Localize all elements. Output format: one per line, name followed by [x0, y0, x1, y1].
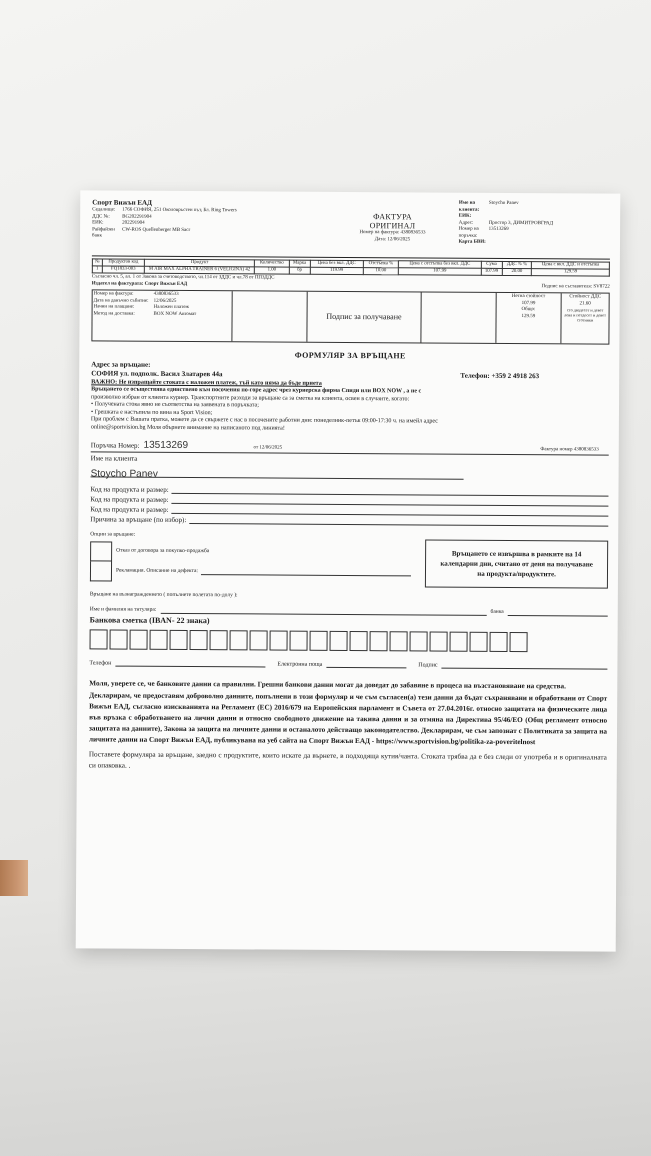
footer-val-3: Наложен платеж	[153, 304, 190, 311]
iban-box[interactable]	[190, 630, 208, 650]
option-complaint-label: Рекламация. Описание на дефекта:	[115, 567, 198, 575]
iban-box[interactable]	[370, 631, 388, 651]
product-code-label-3: Код на продукта и размер:	[90, 505, 169, 514]
client-name-field[interactable]	[91, 463, 464, 479]
iban-box[interactable]	[270, 630, 288, 650]
product-code-label-1: Код на продукта и размер:	[90, 485, 169, 494]
cell-no: 1	[92, 266, 102, 273]
iban-box[interactable]	[350, 631, 368, 651]
info-bullet-2: • Грешката е настъпила по вина на Sport Vision;	[90, 408, 213, 416]
order-date: от 12/06/2025	[253, 444, 283, 451]
bank-field[interactable]	[508, 608, 608, 616]
iban-box[interactable]	[250, 630, 268, 650]
iban-box[interactable]	[330, 630, 348, 650]
cell-price: 119.99	[310, 267, 363, 274]
address-label: Адрес:	[458, 220, 474, 226]
invoice-header	[92, 198, 610, 259]
col-discount: Отстъпка %	[363, 261, 398, 268]
option-complaint-checkbox[interactable]	[90, 561, 112, 581]
info-line-3: При проблем с Вашата пратка, можете да се свържете с нас в посочените работни дни: понеделник-петък 09:00-17:30 ч. на имейл адрес	[90, 416, 438, 425]
cell-product: M AIR MAX ALPHA TRAINER 6 (VELIGINA) 42	[145, 266, 255, 274]
invoice-subtitle: ОРИГИНАЛ	[369, 221, 416, 231]
client-name-label: Име на клиента	[90, 454, 138, 463]
iban-box[interactable]	[430, 631, 448, 651]
order-label: Номер на поръчка:	[458, 226, 479, 239]
cell-qty: 1.00	[255, 267, 290, 274]
iban-box[interactable]	[210, 630, 228, 650]
invoice-footer	[91, 289, 609, 344]
return-form-sheet	[76, 190, 621, 951]
order-number-value: 13513269	[143, 439, 189, 452]
iban-boxes[interactable]	[90, 629, 608, 652]
email-field[interactable]	[326, 660, 406, 667]
total-value: 129.59	[521, 313, 536, 319]
iban-box[interactable]	[230, 630, 248, 650]
invoice-items-table	[92, 258, 610, 276]
legal-note: Съгласно чл. 5, ал. 1 от Закона за счетоводството, чл.114 от ЗДДС и чл.78 от ППЗДДС	[91, 274, 275, 281]
iban-box[interactable]	[130, 629, 148, 649]
info-line-4: online@sportvision.bg Моля обърнете внимание на написаното под линията!	[90, 423, 285, 432]
col-discounted-price: Цена с отстъпка без вкл. ДДС	[399, 261, 482, 269]
address-value: Простор 3, ДИМИТРОВГРАД	[488, 220, 554, 226]
col-vat: ДДС % %	[502, 261, 532, 268]
col-price: Цена без вкл. ДДС	[310, 260, 363, 267]
invoice-number-ref: Фактура номер 4380836533	[540, 446, 599, 453]
col-sum: Сума	[481, 261, 502, 268]
iban-label: Банкова сметка (IBAN- 22 знака)	[89, 614, 210, 625]
footer-key-3: Начин на плащане:	[93, 304, 135, 310]
product-code-label-2: Код на продукта и размер:	[90, 495, 169, 504]
holder-field[interactable]	[160, 606, 486, 615]
bank-label: Райфайзен банк	[92, 226, 115, 239]
footer-key-4: Метод на доставка:	[93, 310, 135, 317]
iban-box[interactable]	[390, 631, 408, 651]
iban-box[interactable]	[410, 631, 428, 651]
net-value: 107.99	[521, 300, 536, 306]
iban-box[interactable]	[490, 631, 508, 651]
bank-label: банка	[490, 608, 504, 615]
footer-key-1: Номер на фактура:	[93, 291, 134, 297]
seat-label: Седалище:	[92, 207, 116, 213]
col-no: №	[92, 259, 102, 266]
phone-field[interactable]	[115, 659, 265, 667]
eik-value: 202291904	[122, 220, 145, 226]
cell-brand: бр	[289, 267, 310, 274]
bank-value: CW-ROS Quellenberger MB Sacr	[122, 227, 191, 233]
iban-box[interactable]	[90, 629, 108, 649]
holder-label: Име и фамилия на титуляра:	[89, 606, 157, 613]
total-label: Общо:	[521, 307, 536, 313]
info-bullet-1: • Получената стока явно не съответства на заявената в поръчката;	[90, 401, 259, 409]
info-line-2: произволно избран от клиента куриер. Транспортните разходи за връщане са за сметка на клиента, освен в случаите, когато:	[91, 393, 410, 402]
client-label: Име на клиента:	[458, 200, 480, 213]
iban-box[interactable]	[170, 629, 188, 649]
dds-label: ДДС №:	[92, 213, 110, 220]
client-value: Stoycho Panev	[488, 200, 519, 207]
seat-value: 1766 СОФИЯ, 251 Околовръстен път, Бл. Ring Towers	[122, 207, 237, 214]
form-title: ФОРМУЛЯР ЗА ВРЪЩАНЕ	[294, 350, 406, 361]
return-reason-label: Причина за връщане (по избор):	[90, 515, 187, 525]
vat-label: Стойност ДДС	[569, 294, 602, 300]
option-withdraw-label: Отказ от договора за покупко-продажба	[116, 547, 210, 555]
footer-val-2: 12/06/2025	[153, 298, 177, 304]
return-address: СОФИЯ ул. подполк. Васил Златарев 44а	[91, 369, 223, 379]
return-period-notice: Връщането се извършва в рамките на 14 календарни дни, считано от деня на получаване на продукта/продуктите.	[425, 539, 608, 588]
net-label: Нетна стойност	[511, 293, 546, 300]
cell-code: FQ1833-003	[102, 266, 144, 273]
cell-discount: 10.00	[363, 268, 398, 275]
card-label: Карта БВИ:	[458, 239, 486, 245]
vat-value: 21.60	[579, 300, 591, 306]
col-brand: Марка	[289, 260, 310, 267]
invoice-number: 4380836533	[400, 230, 426, 236]
col-total: Цена с вкл. ДДС и отстъпка	[532, 262, 610, 269]
option-withdraw-checkbox[interactable]	[90, 541, 112, 561]
refund-label: Връщане на възнаграждението ( попълнете полетата по-долу ):	[89, 591, 238, 599]
defect-description-field[interactable]	[201, 569, 411, 576]
footer-val-4: BOX NOW Автомат	[153, 311, 197, 317]
footer-key-2: Дата на данъчно събитие:	[93, 297, 149, 304]
iban-box[interactable]	[110, 629, 128, 649]
col-product: Продукт	[145, 259, 255, 267]
email-label: Електронна поща	[277, 661, 323, 668]
client-name-value: Stoycho Panev	[90, 468, 158, 480]
invoice-date: 12/06/2025	[387, 236, 411, 242]
bank-warning: Моля, уверете се, че банковите данни са правилни. Грешни банкови данни могат да доведат до забавяне в процеса на възстановяване на средства.	[89, 678, 566, 690]
iban-box[interactable]	[510, 631, 528, 651]
company-name: Спорт Вижън ЕАД	[92, 198, 152, 207]
iban-box[interactable]	[290, 630, 308, 650]
cell-total: 129.59	[532, 269, 610, 276]
return-address-label: Адрес за връщане:	[91, 360, 151, 369]
signature-label: Подпис	[418, 661, 438, 669]
order-value: 13513269	[488, 226, 509, 232]
client-eik-label: ЕИК:	[458, 213, 472, 219]
composer-label: Подпис на съставителя: SV8722	[541, 283, 610, 290]
gdpr-declaration: Декларирам, че предоставям доброволно данните, попълнени в този формуляр и че съм съгласен(а) тези данни да бъдат съхранявани и обработвани от Спорт Вижън ЕАД, съгласно изискванията на Регламент (ЕС) 2016/679 на Европейския парламент и Съвета от 27.04.2016г. относно защитата на физическите лица във връзка с обработването на лични данни и относно свободното движение на такива данни и за отмяна на Директива 95/46/ЕО (Общ регламент относно защитата на данните), Закона за защита на личните данни и останалото действащо законодателство. Декларирам, че съм запознат с Политиката за защита на личните данни на Спорт Вижън ЕАД, публикувана на уеб сайта на Спорт Вижън ЕАД - https://www.sportvision.bg/politika-za-poveritelnost	[88, 690, 608, 746]
col-code: Продуктов код	[102, 259, 144, 266]
dds-value: BG202291904	[122, 214, 152, 220]
col-qty: Количество	[255, 260, 290, 267]
footer-val-1: 4380836533	[153, 291, 179, 297]
signature-box: Подпис за получаване	[307, 292, 421, 343]
eik-label: ЕИК:	[92, 220, 104, 226]
cell-vat: 20.00	[502, 268, 532, 275]
iban-box[interactable]	[450, 631, 468, 651]
phone-label: Телефон	[89, 659, 112, 667]
cell-discounted-price: 107.99	[399, 268, 482, 276]
invoice-title: ФАКТУРА	[373, 212, 413, 222]
info-line-1: Връщането се осъществява единствено към посочения по-горе адрес чрез куриерска фирма Спиди или BOX NOW , а не с	[91, 386, 422, 395]
iban-box[interactable]	[470, 631, 488, 651]
invoice-date-label: Дата:	[374, 236, 387, 242]
important-note: ВАЖНО: Не изпращайте стоката с наложен платеж, тъй като няма да бъде приета	[91, 378, 322, 387]
iban-box[interactable]	[310, 630, 328, 650]
iban-box[interactable]	[150, 629, 168, 649]
cell-sum: 107.99	[481, 268, 502, 275]
signature-field[interactable]	[442, 661, 608, 669]
total-note: сто двадесет и девет лева и петдесет и девет стотинки	[564, 307, 606, 323]
options-label: Опции за връщане:	[90, 531, 136, 538]
order-number-label: Поръчка Номер:	[90, 441, 140, 450]
issuer-label: Издател на фактурата: Спорт Вижън ЕАД	[91, 280, 188, 287]
packing-instructions: Поставете формуляра за връщане, заедно с продуктите, които искате да върнете, в подходяща кутия/чанта. Стоката трябва да е без следи от употреба и в оригиналната си опаковка. .	[88, 749, 607, 770]
invoice-number-label: Номер на фактура:	[359, 230, 400, 236]
return-phone: Телефон: +359 2 4918 263	[460, 371, 540, 381]
